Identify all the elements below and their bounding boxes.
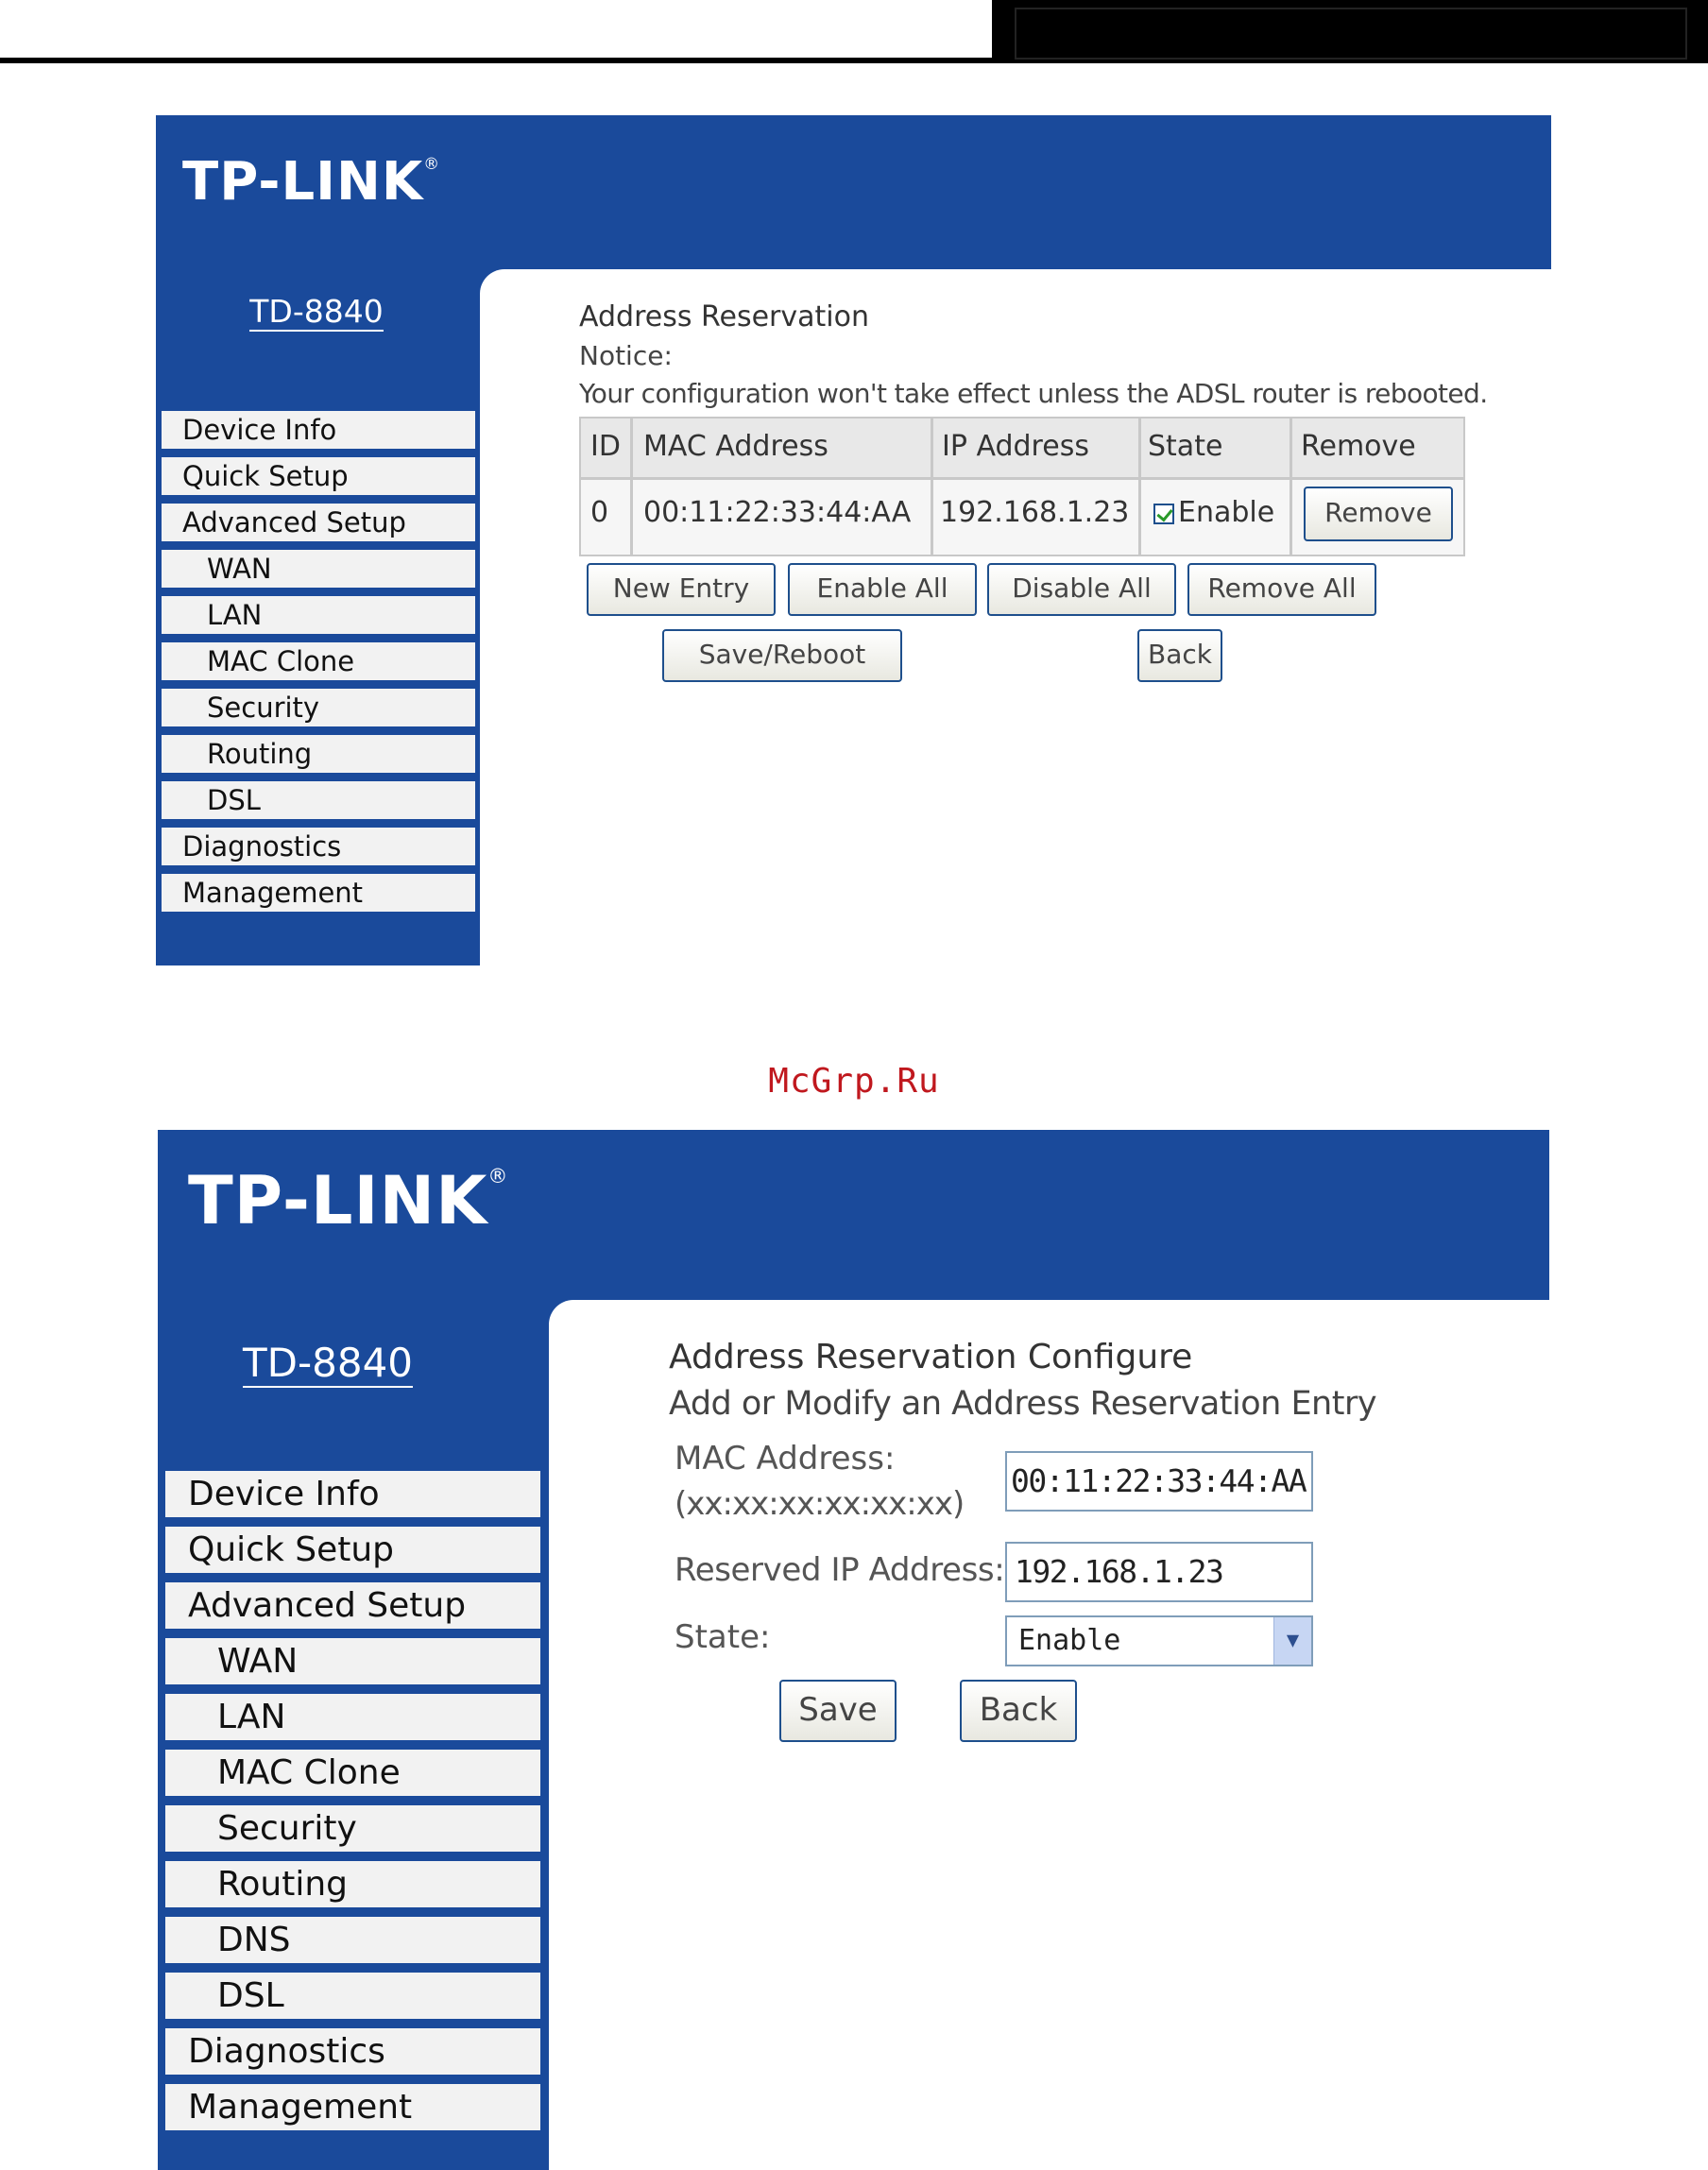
sidebar-item-mac-clone[interactable]: MAC Clone bbox=[162, 642, 475, 680]
page-subtitle: Add or Modify an Address Reservation Entry bbox=[669, 1385, 1377, 1423]
sidebar-item-quick-setup[interactable]: Quick Setup bbox=[165, 1527, 540, 1573]
reserved-ip-label: Reserved IP Address: bbox=[675, 1551, 1005, 1589]
table-divider bbox=[1290, 419, 1292, 555]
sidebar-item-advanced-setup[interactable]: Advanced Setup bbox=[165, 1582, 540, 1629]
sidebar-item-wan[interactable]: WAN bbox=[162, 550, 475, 588]
sidebar-item-security[interactable]: Security bbox=[162, 689, 475, 726]
mac-address-hint: (xx:xx:xx:xx:xx:xx) bbox=[675, 1485, 965, 1523]
top-rule bbox=[0, 58, 994, 63]
sidebar-item-diagnostics[interactable]: Diagnostics bbox=[162, 828, 475, 865]
reservation-table bbox=[579, 417, 1465, 556]
chevron-down-icon[interactable]: ▼ bbox=[1273, 1617, 1311, 1665]
page-title: Address Reservation bbox=[579, 300, 869, 333]
sidebar-item-lan[interactable]: LAN bbox=[162, 596, 475, 634]
disable-all-button[interactable]: Disable All bbox=[987, 563, 1176, 616]
save-reboot-button[interactable]: Save/Reboot bbox=[662, 629, 902, 682]
table-divider bbox=[1138, 419, 1141, 555]
notice-text: Your configuration won't take effect unless the ADSL router is rebooted. bbox=[579, 378, 1488, 409]
remove-all-button[interactable]: Remove All bbox=[1187, 563, 1376, 616]
table-divider bbox=[931, 419, 933, 555]
column-header-ip: IP Address bbox=[942, 430, 1089, 463]
sidebar-item-security[interactable]: Security bbox=[165, 1805, 540, 1852]
sidebar-item-management[interactable]: Management bbox=[165, 2084, 540, 2130]
sidebar-item-dns[interactable]: DNS bbox=[165, 1917, 540, 1963]
sidebar-item-wan[interactable]: WAN bbox=[165, 1638, 540, 1684]
watermark-text: McGrp.Ru bbox=[768, 1062, 940, 1101]
reserved-ip-field[interactable]: 192.168.1.23 bbox=[1005, 1542, 1313, 1602]
sidebar-item-device-info[interactable]: Device Info bbox=[162, 411, 475, 449]
tp-link-logo: TP-LINK® bbox=[182, 151, 441, 213]
column-header-state: State bbox=[1148, 430, 1223, 463]
row-id: 0 bbox=[590, 496, 609, 529]
row-state[interactable]: Enable bbox=[1153, 496, 1274, 529]
sidebar-item-quick-setup[interactable]: Quick Setup bbox=[162, 457, 475, 495]
back-button[interactable]: Back bbox=[1137, 629, 1222, 682]
column-header-mac: MAC Address bbox=[643, 430, 828, 463]
sidebar-item-dsl[interactable]: DSL bbox=[165, 1973, 540, 2019]
sidebar-item-lan[interactable]: LAN bbox=[165, 1694, 540, 1740]
sidebar-item-mac-clone[interactable]: MAC Clone bbox=[165, 1750, 540, 1796]
enable-all-button[interactable]: Enable All bbox=[788, 563, 977, 616]
sidebar-item-routing[interactable]: Routing bbox=[162, 735, 475, 773]
enable-checkbox[interactable] bbox=[1153, 504, 1174, 524]
sidebar-item-management[interactable]: Management bbox=[162, 874, 475, 912]
sidebar-item-routing[interactable]: Routing bbox=[165, 1861, 540, 1907]
state-label: State: bbox=[675, 1618, 771, 1656]
remove-button[interactable]: Remove bbox=[1304, 487, 1453, 541]
mac-address-field[interactable]: 00:11:22:33:44:AA bbox=[1005, 1451, 1313, 1512]
table-divider bbox=[581, 477, 1463, 480]
model-name: TD-8840 bbox=[242, 1340, 414, 1386]
page-title: Address Reservation Configure bbox=[669, 1338, 1193, 1376]
column-header-id: ID bbox=[590, 430, 621, 463]
tp-link-logo: TP-LINK® bbox=[188, 1162, 509, 1239]
notice-label: Notice: bbox=[579, 340, 673, 371]
sidebar-item-advanced-setup[interactable]: Advanced Setup bbox=[162, 504, 475, 541]
table-divider bbox=[630, 419, 633, 555]
back-button[interactable]: Back bbox=[960, 1680, 1077, 1742]
save-button[interactable]: Save bbox=[779, 1680, 897, 1742]
column-header-remove: Remove bbox=[1301, 430, 1416, 463]
sidebar-item-diagnostics[interactable]: Diagnostics bbox=[165, 2028, 540, 2075]
row-mac: 00:11:22:33:44:AA bbox=[643, 496, 912, 529]
state-select[interactable]: Enable ▼ bbox=[1005, 1615, 1313, 1666]
sidebar-item-device-info[interactable]: Device Info bbox=[165, 1471, 540, 1517]
mac-address-label: MAC Address: bbox=[675, 1440, 896, 1478]
router-panel-2 bbox=[158, 1130, 1549, 2170]
new-entry-button[interactable]: New Entry bbox=[587, 563, 776, 616]
content-area bbox=[480, 269, 1551, 965]
sidebar-item-dsl[interactable]: DSL bbox=[162, 781, 475, 819]
header-block-frame bbox=[1015, 8, 1687, 60]
model-name: TD-8840 bbox=[249, 293, 384, 330]
row-ip: 192.168.1.23 bbox=[940, 496, 1130, 529]
